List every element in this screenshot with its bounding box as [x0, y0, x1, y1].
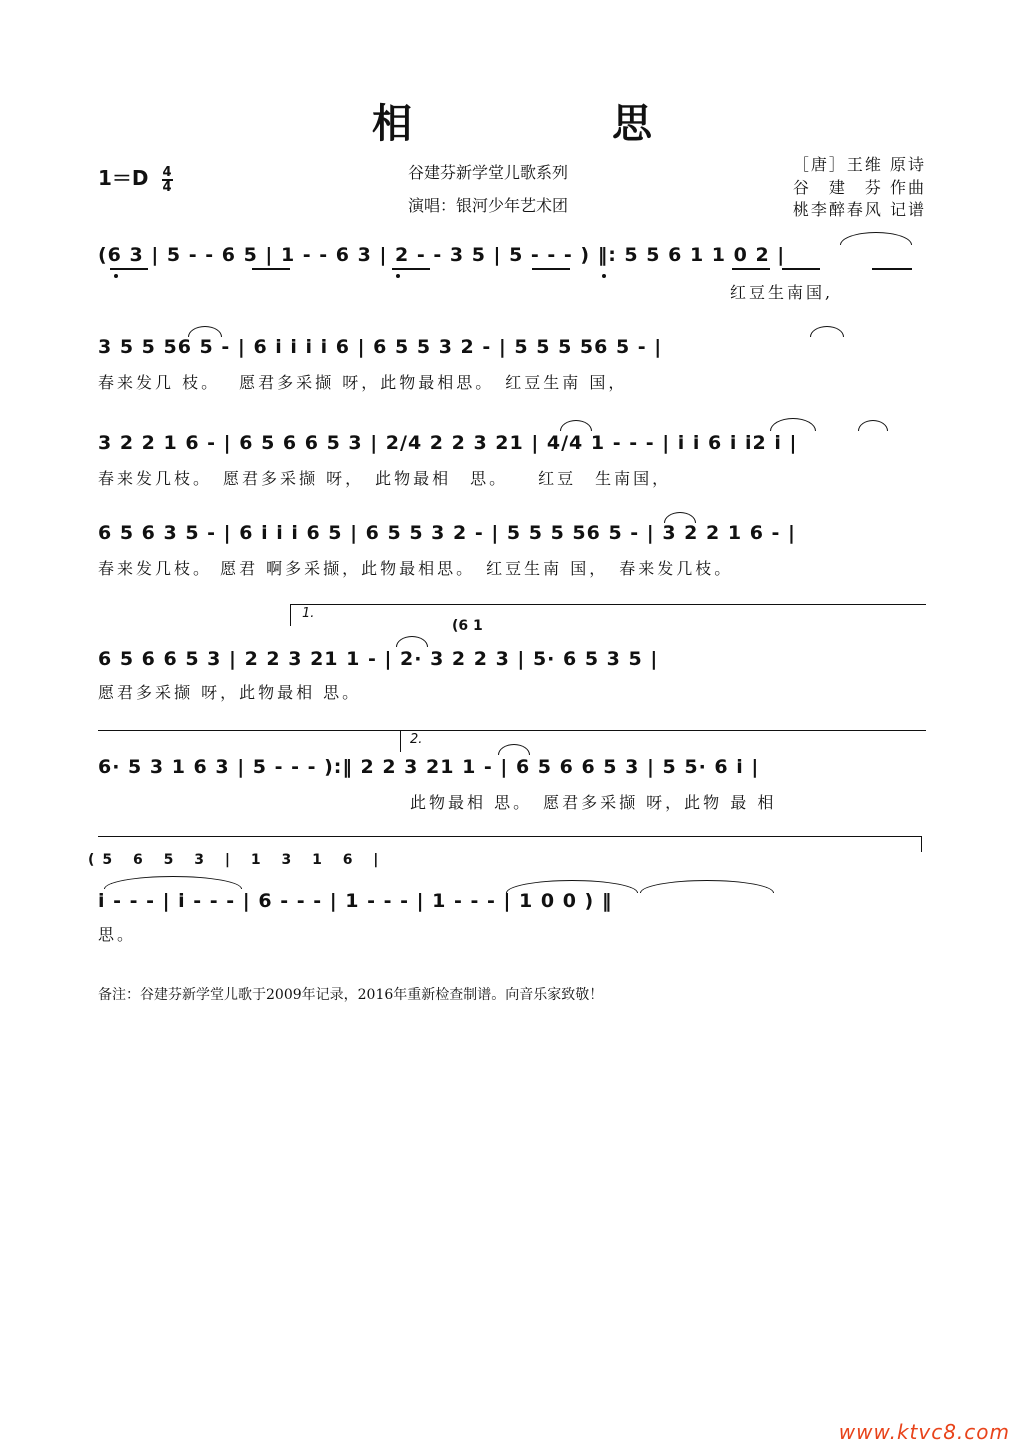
- low-octave-dot: [114, 274, 118, 278]
- staff-line-7: i - - - | i - - - | 6 - - - | 1 - - - | 1 - - - | 1 0 0 ) ‖: [98, 890, 613, 912]
- tie-slur: [770, 418, 816, 431]
- time-sig-denominator: 4: [162, 179, 172, 195]
- low-octave-dot: [602, 274, 606, 278]
- song-title: 相 思: [372, 100, 732, 147]
- volta-rule: [98, 730, 926, 731]
- tie-slur: [560, 420, 592, 431]
- composer-credit: 谷 建 芬 作曲: [792, 178, 926, 197]
- singer-label: 演唱：银河少年艺术团: [407, 196, 568, 215]
- volta-bracket-2-left: [400, 730, 401, 752]
- tie-slur: [104, 876, 242, 889]
- volta-number-1: 1.: [302, 606, 315, 621]
- footnote: 备注：谷建芬新学堂儿歌于2009年记录，2016年重新检查制谱。向音乐家致敬！: [98, 987, 604, 1003]
- lyrics-line-2: 春来发几 枝。 愿君多采撷 呀，此物最相思。 红豆生南 国，: [98, 373, 628, 392]
- tie-slur: [506, 880, 638, 893]
- staff-line-3: 3 2 2 1 6 - | 6 5 6 6 5 3 | 2/4 2 2 3 21 | 4/4 1 - - - | i i 6 i i2 i |: [98, 432, 798, 454]
- staff-line-6: 6· 5 3 1 6 3 | 5 - - - ):‖ 2 2 3 21 1 - | 6 5 6 6 5 3 | 5 5· 6 i |: [98, 756, 760, 778]
- lyrics-line-7: 思。: [98, 925, 137, 944]
- watermark: www.ktvc8.com: [838, 1420, 1010, 1444]
- transcriber-credit: 桃李醉春风 记谱: [792, 200, 926, 219]
- tie-slur: [664, 512, 696, 523]
- lyrics-line-5: 愿君多采撷 呀，此物最相 思。: [98, 683, 362, 702]
- beam-underline: [782, 268, 820, 270]
- tie-slur: [858, 420, 888, 431]
- tie-slur: [396, 636, 428, 647]
- lyrics-line-3: 春来发几枝。 愿君多采撷 呀， 此物最相 思。 红豆 生南国，: [98, 469, 672, 488]
- tie-slur: [810, 326, 844, 337]
- volta-bracket-1: [290, 604, 926, 605]
- beam-underline: [252, 268, 290, 270]
- volta-bracket-1-left: [290, 604, 291, 626]
- cue-notes-1: (6 1: [452, 618, 483, 634]
- staff-line-4: 6 5 6 3 5 - | 6 i i i 6 5 | 6 5 5 3 2 - | 5 5 5 56 5 - | 3 2 2 1 6 - |: [98, 522, 796, 544]
- volta-rule-2-end: [921, 836, 922, 852]
- tie-slur: [498, 744, 530, 755]
- beam-underline: [532, 268, 570, 270]
- lyrics-line-4: 春来发几枝。 愿君 啊多采撷，此物最相思。 红豆生南 国， 春来发几枝。: [98, 559, 734, 578]
- staff-line-1: (6 3 | 5 - - 6 5 | 1 - - 6 3 | 2 - - 3 5 | 5 - - - ) ‖: 5 5 6 1 1 0 2 |: [98, 244, 786, 266]
- lyrics-line-1: 红豆生南国,: [730, 283, 834, 302]
- staff-line-2: 3 5 5 56 5 - | 6 i i i i 6 | 6 5 5 3 2 - | 5 5 5 56 5 - |: [98, 336, 663, 358]
- staff-line-5: 6 5 6 6 5 3 | 2 2 3 21 1 - | 2· 3 2 2 3 | 5· 6 5 3 5 |: [98, 648, 659, 670]
- lyrics-line-6: 此物最相 思。 愿君多采撷 呀，此物 最 相: [410, 793, 777, 812]
- tie-slur: [840, 232, 912, 245]
- time-sig-numerator: 4: [162, 164, 172, 180]
- beam-underline: [732, 268, 770, 270]
- series-label: 谷建芬新学堂儿歌系列: [407, 163, 568, 182]
- volta-rule-2: [98, 836, 922, 837]
- low-octave-dot: [396, 274, 400, 278]
- tie-slur: [188, 326, 222, 337]
- volta-number-2: 2.: [410, 732, 423, 747]
- tie-slur: [640, 880, 774, 893]
- beam-underline: [872, 268, 912, 270]
- beam-underline: [110, 268, 148, 270]
- lyricist-credit: ［唐］王维 原诗: [792, 155, 926, 174]
- beam-underline: [392, 268, 430, 270]
- key-text: 1＝D: [98, 166, 149, 190]
- cue-notes-2: (5 6 5 3 | 1 3 1 6 |: [88, 852, 387, 868]
